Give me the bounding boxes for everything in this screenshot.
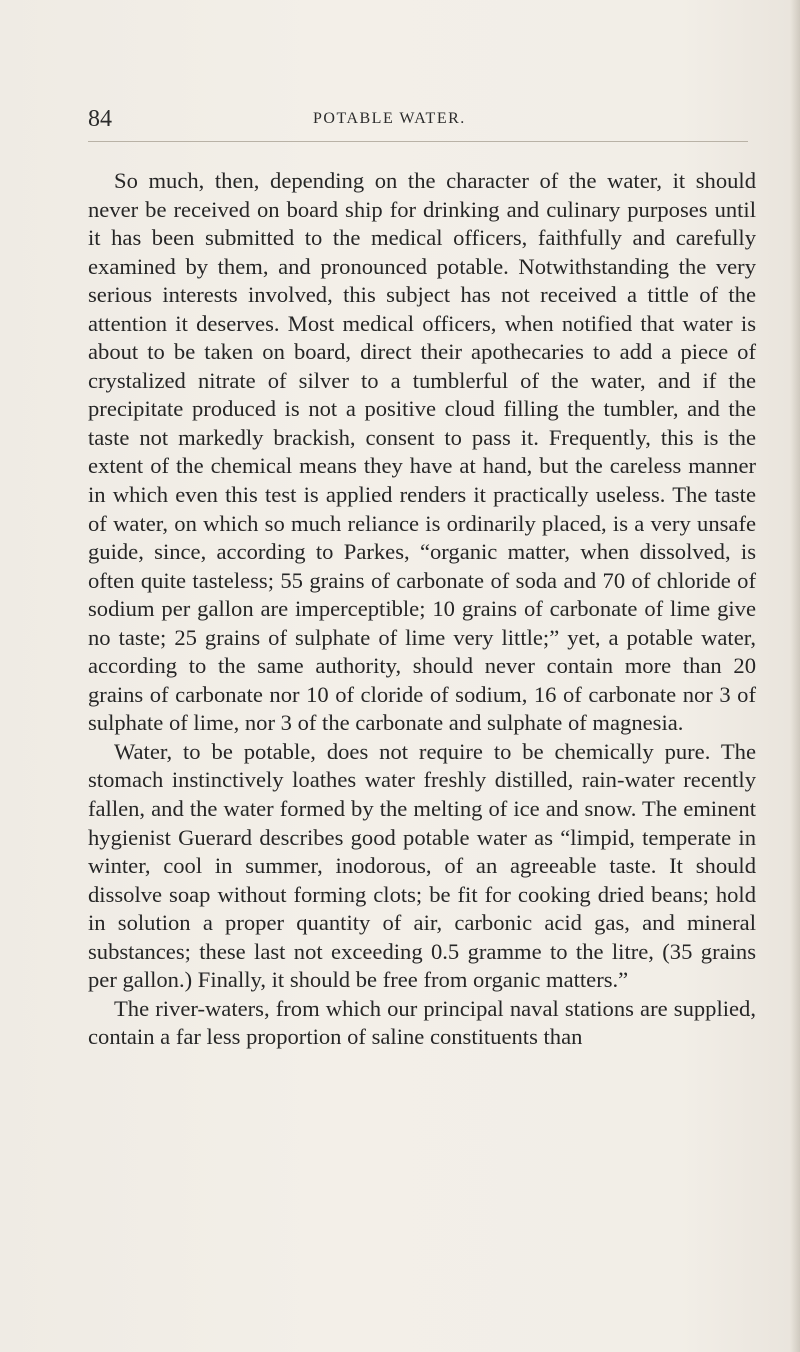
page-header — [88, 104, 750, 134]
paragraph-1: So much, then, depending on the character of the water, it should never be received on board ship for drinking and culinary purposes until it has been submitted to the medical officers, faithfully and carefully examined by them, and pronounced potable. Notwithstanding the very serious interests involved, this subject has not received a tittle of the attention it deserves. Most medical officers, when notified that water is about to be taken on board, direct their apothecaries to add a piece of crystalized nitrate of silver to a tumblerful of the water, and if the precipitate produced is not a positive cloud filling the tumbler, and the taste not markedly brackish, consent to pass it. Frequently, this is the extent of the chemical means they have at hand, but the careless manner in which even this test is applied renders it practically useless. The taste of water, on which so much reliance is ordinarily placed, is a very unsafe guide, since, according to Parkes, “organic matter, when dissolved, is often quite tasteless; 55 grains of carbonate of soda and 70 of chloride of sodium per gallon are imperceptible; 10 grains of carbonate of lime give no taste; 25 grains of sulphate of lime very little;” yet, a potable water, according to the same authority, should never contain more than 20 grains of carbonate nor 10 of cloride of sodium, 16 of carbonate nor 3 of sulphate of lime, nor 3 of the carbonate and sulphate of magnesia. — [88, 168, 756, 736]
paragraph-2: Water, to be potable, does not require to be chemically pure. The stomach instinctively loathes water freshly distilled, rain-water recently fallen, and the water formed by the melting of ice and snow. The eminent hygienist Guerard describes good potable water as “limpid, temperate in winter, cool in summer, inodorous, of an agreeable taste. It should dissolve soap without forming clots; be fit for cooking dried beans; hold in solution a proper quantity of air, carbonic acid gas, and mineral substances; these last not exceeding 0.5 gramme to the litre, (35 grains per gallon.) Finally, it should be free from organic matters.” — [88, 738, 756, 993]
header-rule — [88, 141, 748, 142]
running-title: POTABLE WATER. — [313, 110, 466, 127]
body-text — [88, 167, 756, 1052]
paragraph-3: The river-waters, from which our principal naval stations are supplied, contain a far less proportion of saline constituents than — [88, 995, 756, 1050]
page-edge-shadow — [790, 0, 800, 1352]
page-number: 84 — [88, 106, 112, 132]
